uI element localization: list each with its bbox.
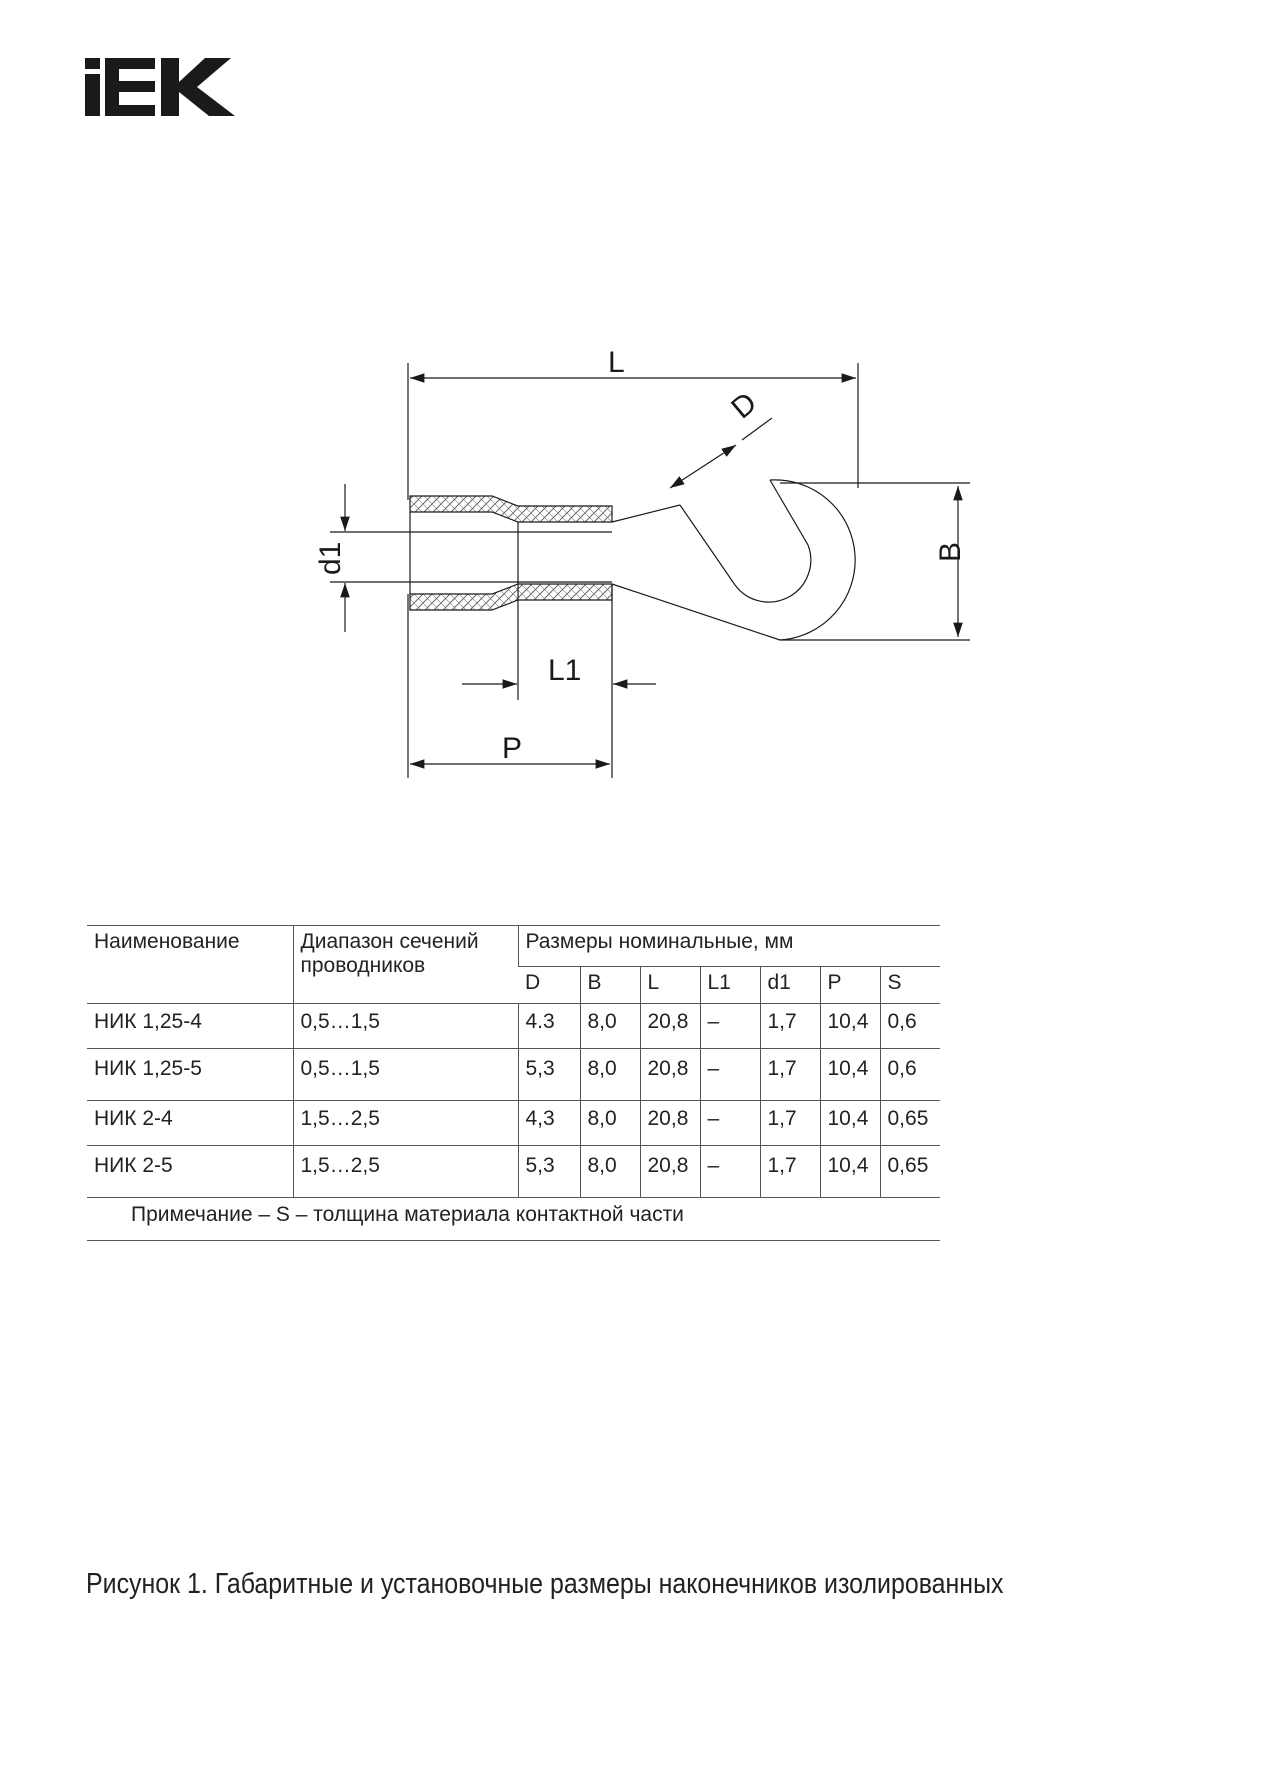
cell-S: 0,65	[880, 1146, 940, 1198]
dim-label-P: P	[502, 732, 523, 765]
cell-D: 5,3	[518, 1146, 580, 1198]
cell-range: 1,5…2,5	[293, 1146, 518, 1198]
cell-S: 0,6	[880, 1004, 940, 1049]
cell-range: 0,5…1,5	[293, 1004, 518, 1049]
cell-L1: –	[700, 1049, 760, 1101]
cell-B: 8,0	[580, 1004, 640, 1049]
dim-label-L: L	[608, 346, 625, 379]
cell-name: НИК 1,25-5	[87, 1049, 293, 1101]
dim-label-L1: L1	[548, 654, 582, 687]
header-S: S	[880, 967, 940, 1004]
header-L: L	[640, 967, 700, 1004]
cell-B: 8,0	[580, 1049, 640, 1101]
cell-name: НИК 2-5	[87, 1146, 293, 1198]
cell-range: 1,5…2,5	[293, 1101, 518, 1146]
header-range: Диапазон сечений проводников	[293, 926, 518, 1004]
table-row	[87, 1101, 940, 1146]
cell-P: 10,4	[820, 1101, 880, 1146]
cell-S: 0,65	[880, 1101, 940, 1146]
cell-P: 10,4	[820, 1146, 880, 1198]
table-note: Примечание – S – толщина материала контактной части	[87, 1198, 940, 1241]
terminal-drawing	[0, 0, 1280, 820]
cell-D: 4.3	[518, 1004, 580, 1049]
cell-B: 8,0	[580, 1101, 640, 1146]
cell-L1: –	[700, 1004, 760, 1049]
dim-label-D: D	[725, 386, 764, 426]
dim-label-d1: d1	[314, 541, 347, 575]
figure-caption: Рисунок 1. Габаритные и установочные размеры наконечников изолированных	[86, 1568, 1004, 1600]
header-D: D	[518, 967, 580, 1004]
cell-L1: –	[700, 1101, 760, 1146]
table-row	[87, 1049, 940, 1101]
cell-name: НИК 2-4	[87, 1101, 293, 1146]
header-name: Наименование	[87, 926, 293, 1004]
header-d1: d1	[760, 967, 820, 1004]
cell-range: 0,5…1,5	[293, 1049, 518, 1101]
table-row	[87, 1146, 940, 1198]
cell-L: 20,8	[640, 1049, 700, 1101]
cell-P: 10,4	[820, 1004, 880, 1049]
cell-d1: 1,7	[760, 1101, 820, 1146]
header-L1: L1	[700, 967, 760, 1004]
dim-label-B: B	[934, 541, 967, 562]
cell-L: 20,8	[640, 1146, 700, 1198]
cell-d1: 1,7	[760, 1049, 820, 1101]
header-P: P	[820, 967, 880, 1004]
cell-L: 20,8	[640, 1004, 700, 1049]
cell-name: НИК 1,25-4	[87, 1004, 293, 1049]
dimensions-table	[87, 925, 940, 1241]
header-B: B	[580, 967, 640, 1004]
cell-S: 0,6	[880, 1049, 940, 1101]
cell-B: 8,0	[580, 1146, 640, 1198]
cell-D: 5,3	[518, 1049, 580, 1101]
cell-L: 20,8	[640, 1101, 700, 1146]
header-sizes: Размеры номинальные, мм	[518, 926, 940, 967]
cell-D: 4,3	[518, 1101, 580, 1146]
cell-L1: –	[700, 1146, 760, 1198]
cell-d1: 1,7	[760, 1146, 820, 1198]
cell-P: 10,4	[820, 1049, 880, 1101]
table-row	[87, 1004, 940, 1049]
cell-d1: 1,7	[760, 1004, 820, 1049]
